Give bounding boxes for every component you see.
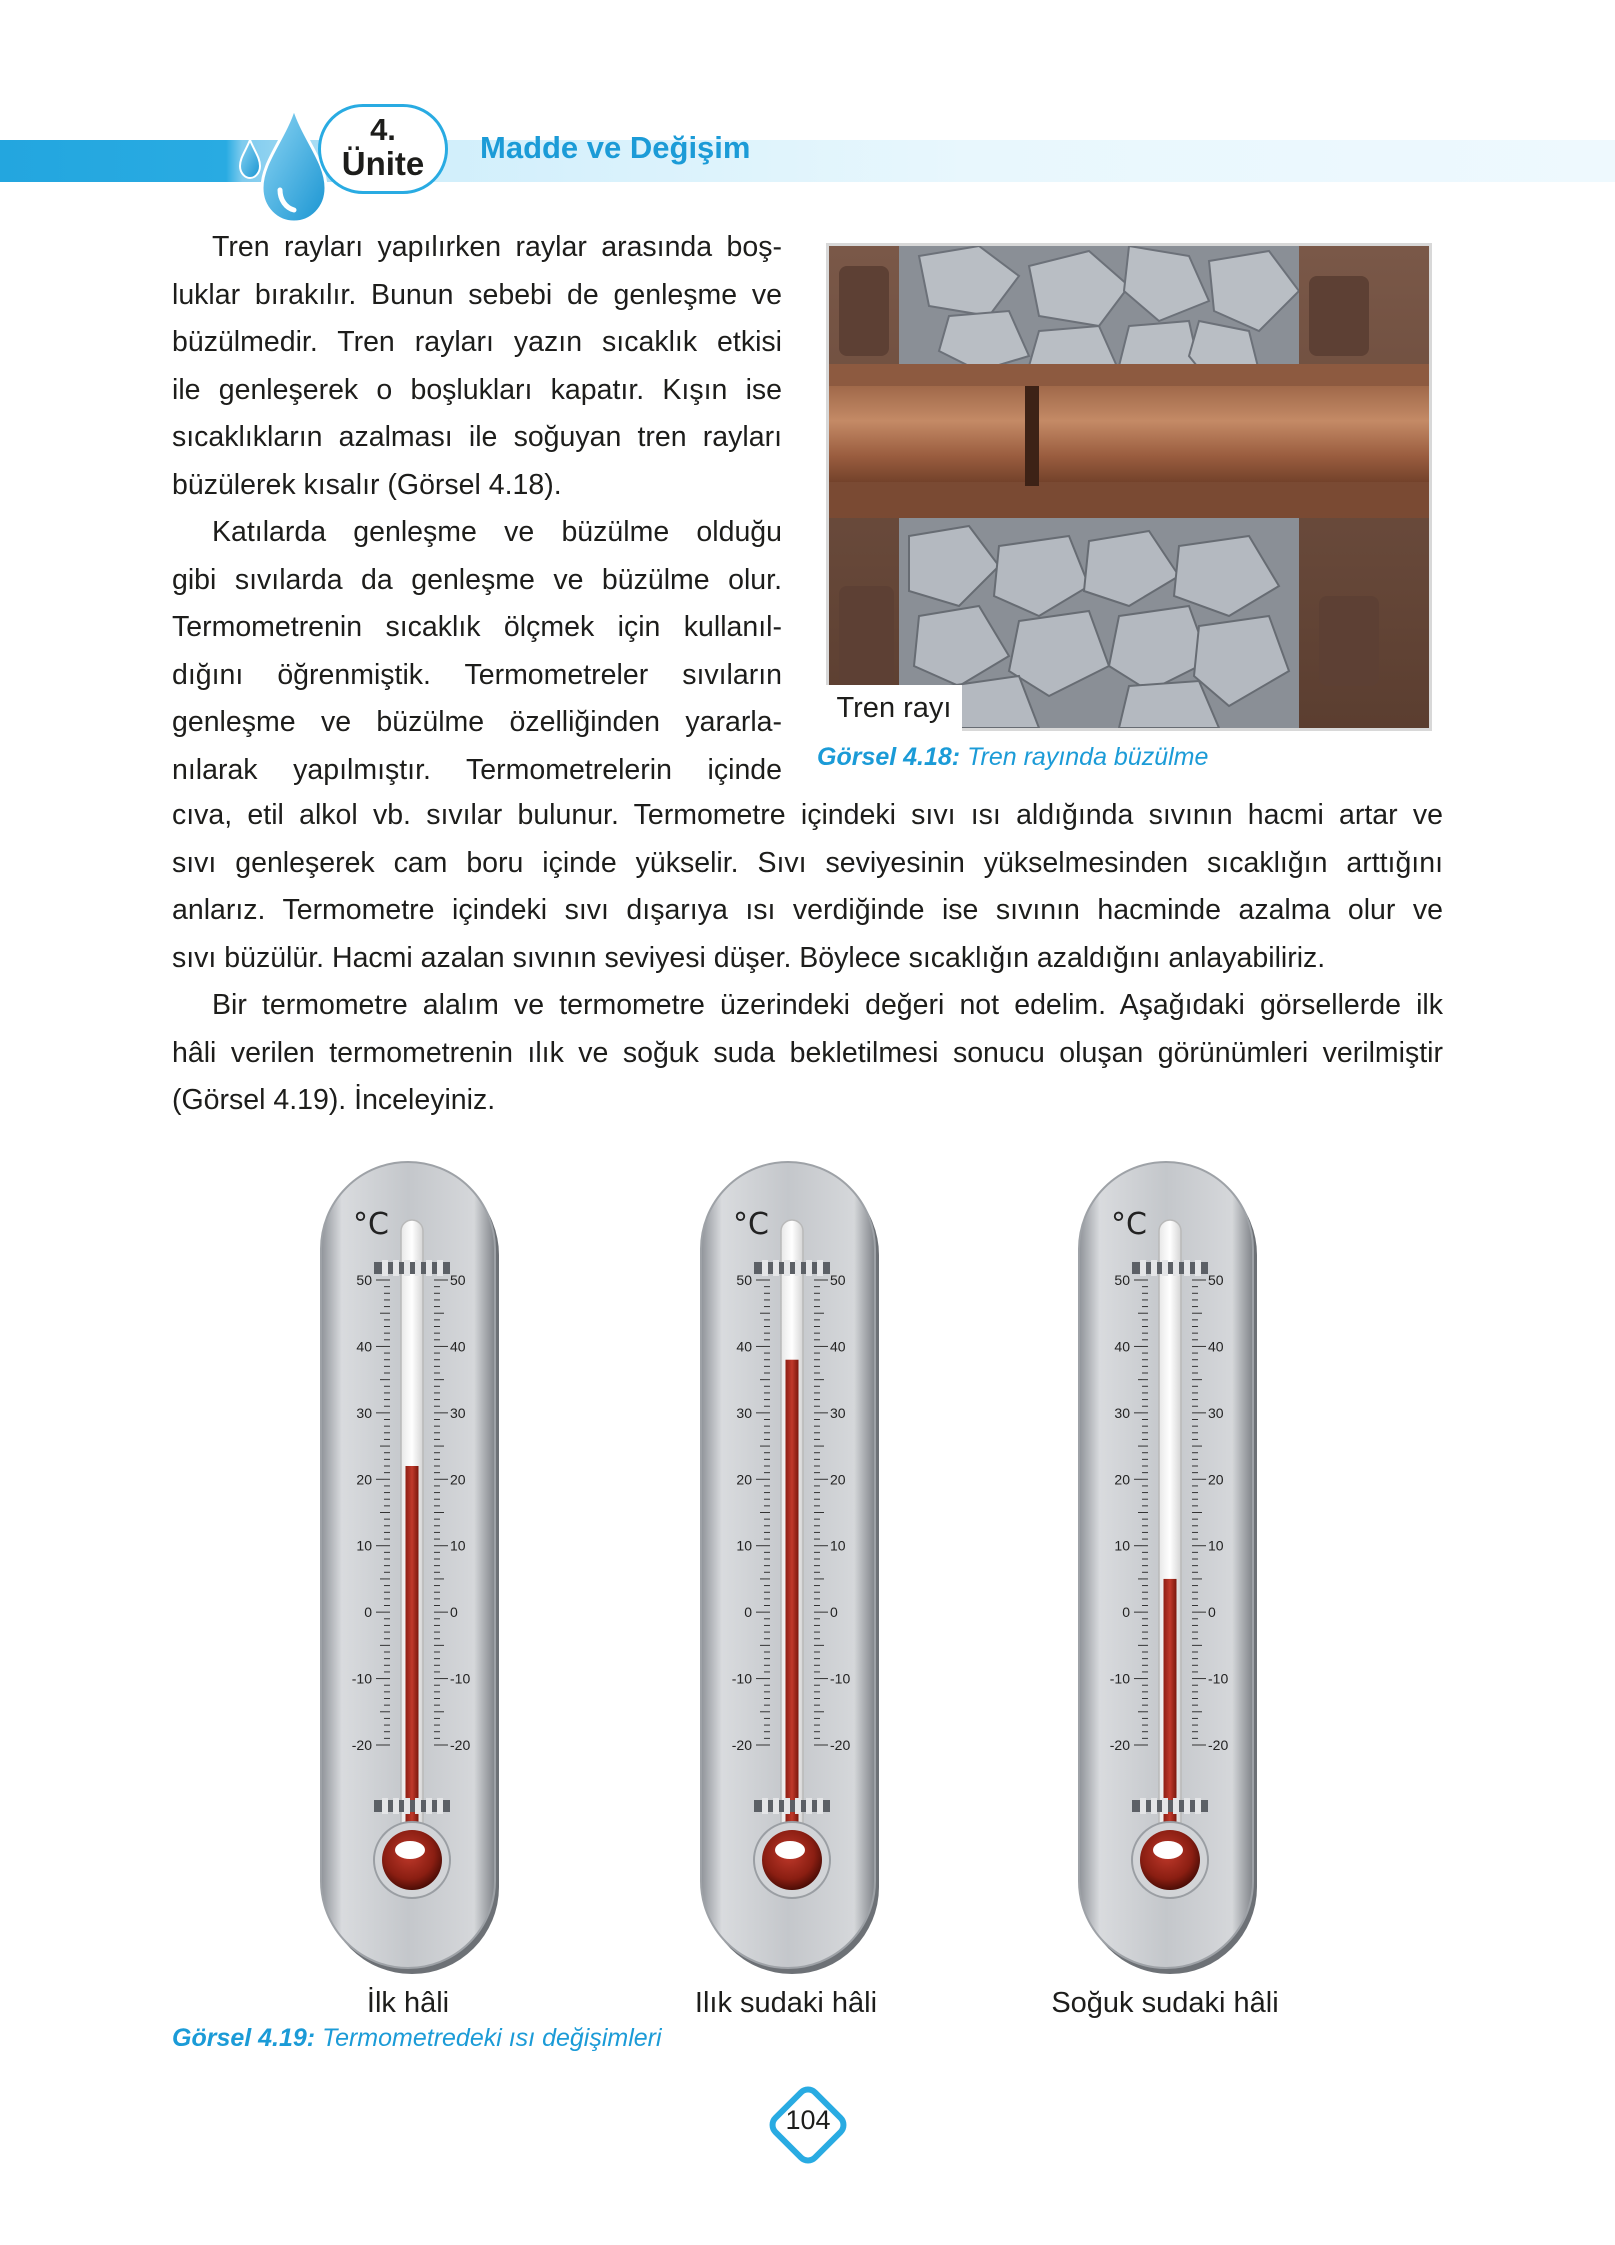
tick-label: 20 (1208, 1471, 1224, 1488)
paragraph-2-continued (172, 792, 1443, 982)
rail-photo (826, 243, 1432, 731)
text-line: sıcaklıkların azalması ile soğuyan tren rayları (172, 421, 782, 453)
tick-label: 50 (830, 1272, 846, 1288)
unit-title: Madde ve Değişim (480, 130, 751, 165)
tick-label: 50 (1208, 1272, 1224, 1288)
tick-label: 40 (450, 1338, 466, 1355)
thermometer-warm-water (697, 1160, 887, 1980)
tick-label: 50 (736, 1272, 752, 1288)
text-line: luklar bırakılır. Bunun sebebi de genleşme ve (172, 278, 782, 311)
tick-label: -10 (731, 1670, 752, 1687)
tick-label: 40 (736, 1338, 752, 1355)
thermometer-graphic (317, 1160, 507, 1980)
text-line: sıvı genleşerek cam boru içinde yükselir. Sıvı seviyesinin yükselmesinden sıcaklığın arttığını (172, 846, 1443, 879)
tick-label: 30 (736, 1404, 752, 1421)
paragraph-1 (172, 224, 782, 509)
tick-label: 50 (356, 1272, 372, 1288)
unit-number: 4. (370, 112, 396, 147)
tick-label: 30 (1208, 1404, 1224, 1421)
caption-number: Görsel 4.18: (817, 743, 961, 771)
tick-label: 40 (1208, 1338, 1224, 1355)
tick-label: -20 (1208, 1737, 1229, 1753)
caption-text: Termometredeki ısı değişimleri (322, 2024, 662, 2052)
tick-label: 10 (830, 1537, 846, 1554)
rail-photo-illustration (829, 246, 1429, 728)
tick-label: 10 (1114, 1537, 1130, 1554)
thermometer-initial (317, 1160, 507, 1980)
unit-badge (318, 104, 448, 194)
figure-caption-4-18 (817, 743, 1208, 772)
text-line: ile genleşerek o boşlukları kapatır. Kışın ise (172, 373, 782, 406)
tick-label: 10 (356, 1537, 372, 1554)
figure-caption-4-19 (172, 2024, 662, 2053)
tick-label: 40 (830, 1338, 846, 1355)
tick-label: -10 (1208, 1670, 1229, 1687)
text-line: büzülerek kısalır (Görsel 4.18). (172, 468, 562, 501)
tick-label: 0 (1122, 1604, 1130, 1621)
tick-label: 10 (736, 1537, 752, 1554)
tick-label: 0 (450, 1604, 458, 1621)
tick-label: 10 (450, 1537, 466, 1554)
text-line: cıva, etil alkol vb. sıvılar bulunur. Termometre içindeki sıvı ısı aldığında sıvının hacmi artar ve (172, 799, 1443, 831)
tick-label: 0 (830, 1604, 838, 1621)
tick-label: -10 (351, 1670, 372, 1687)
text-line: hâli verilen termometrenin ılık ve soğuk suda bekletilmesi sonucu oluşan görünümleri verilmiştir (172, 1036, 1443, 1069)
text-line: Bir termometre alalım ve termometre üzerindeki değeri not edelim. Aşağıdaki görsellerde ilk (212, 989, 1443, 1021)
text-line: nılarak yapılmıştır. Termometrelerin içinde (172, 753, 782, 786)
tick-label: -20 (450, 1737, 471, 1753)
tick-label: -20 (1109, 1737, 1130, 1753)
text-line: (Görsel 4.19). İnceleyiniz. (172, 1084, 496, 1116)
tick-label: -20 (830, 1737, 851, 1753)
tick-label: 20 (736, 1471, 752, 1488)
tick-label: 20 (356, 1471, 372, 1488)
tick-label: 50 (1114, 1272, 1130, 1288)
text-line: anlarız. Termometre içindeki sıvı dışarıya ısı verdiğinde ise sıvının hacminde azalma olur ve (172, 894, 1443, 926)
tick-label: 50 (450, 1272, 466, 1288)
unit-word: Ünite (341, 145, 425, 182)
page-number: 104 (785, 2105, 831, 2135)
thermometer-graphic (1075, 1160, 1265, 1980)
text-line: Katılarda genleşme ve büzülme olduğu (212, 516, 782, 548)
tick-label: -10 (450, 1670, 471, 1687)
caption-number: Görsel 4.19: (172, 2024, 316, 2052)
tick-label: 30 (1114, 1404, 1130, 1421)
thermometer-label-warm: Ilık sudaki hâli (694, 1987, 878, 2019)
tick-label: -10 (830, 1670, 851, 1687)
paragraph-3 (172, 982, 1443, 1125)
tick-label: -10 (1109, 1670, 1130, 1687)
text-line: dığını öğrenmiştik. Termometreler sıvıların (172, 658, 782, 691)
tick-label: -20 (731, 1737, 752, 1753)
tick-label: 30 (830, 1404, 846, 1421)
paragraph-2 (172, 509, 782, 794)
tick-label: 0 (744, 1604, 752, 1621)
celsius-unit-label: °C (1111, 1207, 1147, 1242)
tick-label: 20 (450, 1471, 466, 1488)
tick-label: 40 (356, 1338, 372, 1355)
text-line: genleşme ve büzülme özelliğinden yararla- (172, 706, 782, 738)
tick-label: -20 (351, 1737, 372, 1753)
photo-label: Tren rayı (826, 685, 962, 731)
thermometer-label-cold: Soğuk sudaki hâli (1051, 1987, 1279, 2019)
thermometer-label-initial: İlk hâli (366, 1987, 450, 2019)
text-line: Tren rayları yapılırken raylar arasında boş- (212, 231, 782, 263)
tick-label: 20 (830, 1471, 846, 1488)
text-column-bottom (172, 792, 1443, 1125)
tick-label: 0 (364, 1604, 372, 1621)
thermometer-graphic (697, 1160, 887, 1980)
tick-label: 0 (1208, 1604, 1216, 1621)
tick-label: 10 (1208, 1537, 1224, 1554)
text-line: Termometrenin sıcaklık ölçmek için kullanıl- (172, 611, 782, 643)
text-line: sıvı büzülür. Hacmi azalan sıvının seviyesi düşer. Böylece sıcaklığın azaldığını anlayabiliriz. (172, 941, 1326, 974)
thermometer-cold-water (1075, 1160, 1265, 1980)
tick-label: 40 (1114, 1338, 1130, 1355)
celsius-unit-label: °C (353, 1207, 389, 1242)
text-line: gibi sıvılarda da genleşme ve büzülme olur. (172, 563, 782, 596)
text-line: büzülmedir. Tren rayları yazın sıcaklık etkisi (172, 326, 782, 358)
tick-label: 30 (450, 1404, 466, 1421)
celsius-unit-label: °C (733, 1207, 769, 1242)
tick-label: 30 (356, 1404, 372, 1421)
tick-label: 20 (1114, 1471, 1130, 1488)
text-column-top (172, 224, 782, 794)
caption-text: Tren rayında büzülme (967, 743, 1209, 771)
